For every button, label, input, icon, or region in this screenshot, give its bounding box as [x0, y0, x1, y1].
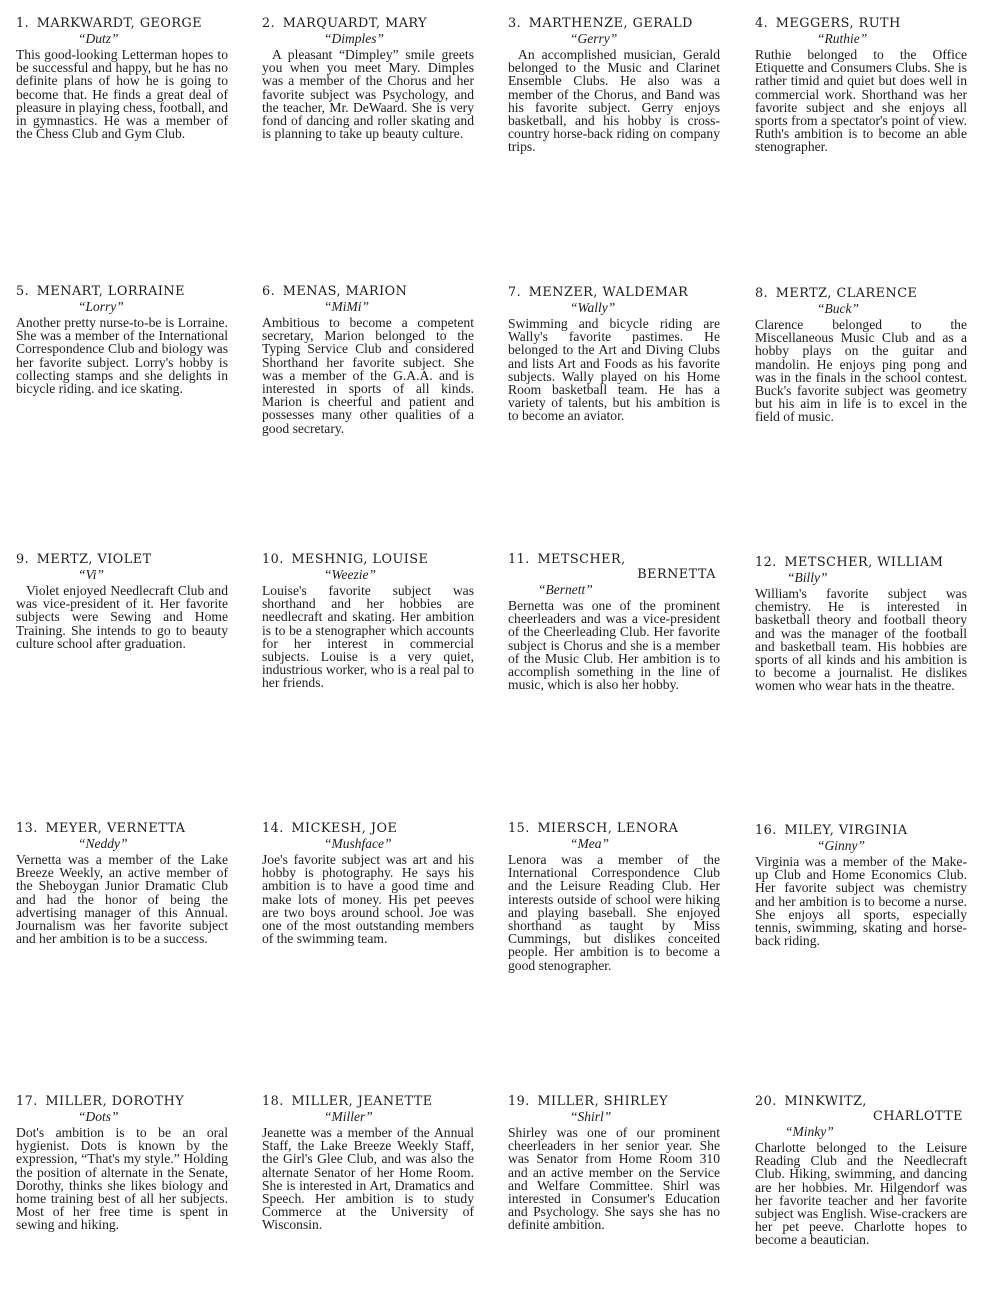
- entry-biography: Swimming and bicycle riding are Wally's favorite pastimes. He belonged to the Art and Diving Clubs and lists Art and Foods as his favorite subjects. Wally played on his Home Room basketball team. He has a variety of talents, but his ambition is to become an aviator.: [508, 316, 720, 424]
- entry-heading: [508, 1094, 720, 1109]
- entry-heading: [755, 16, 967, 31]
- entry-heading: [16, 821, 228, 836]
- entry-biography: Louise's favorite subject was shorthand and her hobbies are needlecraft and skating. Her ambition is to be a stenographer which accounts for her interest in commercial subjects. Louise is a very quiet, industrious worker, who is a real pal to her friends.: [262, 583, 474, 691]
- entry-heading: [755, 823, 967, 838]
- entry-biography: Ruthie belonged to the Office Etiquette and Consumers Clubs. She is rather timid and quiet but does well in commercial work. Shorthand was her favorite subject and she enjoys all sports from a spectator's point of view. Ruth's ambition is to become an able stenographer.: [755, 47, 967, 155]
- senior-entry-14: [262, 821, 474, 945]
- entry-number: 3.: [508, 16, 522, 31]
- entry-name: MERTZ, VIOLET: [36, 552, 152, 567]
- entry-name: METSCHER, WILLIAM: [784, 555, 944, 570]
- entry-number: 6.: [262, 284, 276, 299]
- entry-heading: [508, 821, 720, 836]
- entry-biography: Dot's ambition is to be an oral hygienist. Dots is known by the expression, “That's my style.” Holding the position of alternate in the Senate, Dorothy, thinks she likes biology and home training best of all her subjects. Most of her free time is spent in sewing and hiking.: [16, 1125, 228, 1233]
- entry-biography: William's favorite subject was chemistry. He is interested in basketball theory and football theory and was the manager of the football and basketball team. His hobbies are sports of all kinds and his ambition is to become a journalist. He dislikes women who wear hats in the theatre.: [755, 586, 967, 694]
- senior-entry-17: [16, 1094, 228, 1232]
- entry-name: MARQUARDT, MARY: [282, 16, 428, 31]
- entry-biography: Bernetta was one of the prominent cheerleaders and was a vice-president of the Cheerleading Club. Her favorite subject is Chorus and she is a member of the Music Club. Her ambition is to accomplish something in the line of music, which is also her hobby.: [508, 598, 720, 693]
- senior-entry-20: [755, 1094, 967, 1247]
- entry-biography: Ambitious to become a competent secretary, Marion belonged to the Typing Service Club and considered Shorthand her favorite subject. She was a member of the G.A.A. and is interested in sports of all kinds. Marion is cheerful and patient and possesses many other qualities of a good secretary.: [262, 315, 474, 436]
- entry-name: MEGGERS, RUTH: [775, 16, 901, 31]
- entry-nickname: “Neddy”: [78, 836, 128, 851]
- entry-nickname: “Buck”: [817, 301, 859, 316]
- entry-number: 20.: [755, 1094, 777, 1109]
- entry-name-continued: CHARLOTTE: [873, 1109, 963, 1124]
- entry-name: MILLER, DOROTHY: [45, 1094, 185, 1109]
- senior-entry-1: [16, 16, 228, 140]
- entry-heading: [508, 16, 720, 31]
- senior-entry-9: [16, 552, 228, 650]
- entry-name: MENART, LORRAINE: [36, 284, 185, 299]
- senior-entry-11: [508, 552, 720, 691]
- entry-name: MESHNIG, LOUISE: [291, 552, 429, 567]
- entry-number: 9.: [16, 552, 30, 567]
- entry-heading: [755, 555, 967, 570]
- senior-entry-2: [262, 16, 474, 140]
- senior-entry-15: [508, 821, 720, 972]
- senior-entry-8: [755, 286, 967, 424]
- senior-entry-13: [16, 821, 228, 945]
- entry-name: METSCHER,: [537, 552, 626, 567]
- senior-entry-10: [262, 552, 474, 690]
- entry-number: 19.: [508, 1094, 530, 1109]
- entry-nickname: “Lorry”: [78, 299, 124, 314]
- entry-nickname: “Dots”: [78, 1109, 119, 1124]
- entry-biography: Vernetta was a member of the Lake Breeze Weekly, an active member of the Sheboygan Junior Dramatic Club and had the honor of being the advertising manager of this Annual. Journalism was her favorite subject and her ambition is to be a success.: [16, 852, 228, 947]
- entry-name: MEYER, VERNETTA: [45, 821, 186, 836]
- entry-number: 16.: [755, 823, 777, 838]
- entry-name: MINKWITZ,: [784, 1094, 867, 1109]
- entry-name: MIERSCH, LENORA: [537, 821, 679, 836]
- entry-name: MILLER, JEANETTE: [291, 1094, 433, 1109]
- entry-nickname: “Gerry”: [570, 31, 618, 46]
- senior-entry-18: [262, 1094, 474, 1232]
- entry-number: 11.: [508, 552, 530, 567]
- entry-heading: [755, 286, 967, 301]
- entry-heading: [16, 552, 228, 567]
- entry-nickname: “Billy”: [787, 570, 828, 585]
- entry-biography: This good-looking Letterman hopes to be successful and happy, but he has no definite plans of how he is going to become that. He finds a great deal of pleasure in playing chess, football, and in gymnastics. He was a member of the Chess Club and Gym Club.: [16, 47, 228, 142]
- entry-name: MENAS, MARION: [282, 284, 408, 299]
- entry-biography: Violet enjoyed Needlecraft Club and was vice-president of it. Her favorite subjects were Sewing and Home Training. She intends to go to beauty culture school after graduation.: [16, 583, 228, 651]
- senior-entry-4: [755, 16, 967, 154]
- entry-number: 15.: [508, 821, 530, 836]
- entry-nickname: “Ginny”: [817, 838, 866, 853]
- entry-number: 13.: [16, 821, 38, 836]
- entry-number: 14.: [262, 821, 284, 836]
- entry-nickname: “MiMi”: [324, 299, 370, 314]
- entry-number: 2.: [262, 16, 276, 31]
- senior-entry-19: [508, 1094, 720, 1232]
- entry-number: 8.: [755, 286, 769, 301]
- entry-name-continued: BERNETTA: [637, 567, 716, 582]
- entry-nickname: “Wally”: [570, 300, 616, 315]
- entry-name: MILLER, SHIRLEY: [537, 1094, 669, 1109]
- entry-number: 5.: [16, 284, 30, 299]
- entry-name: MENZER, WALDEMAR: [528, 285, 689, 300]
- entry-nickname: “Ruthie”: [817, 31, 868, 46]
- entry-heading: [508, 285, 720, 300]
- entry-heading: [262, 284, 474, 299]
- entry-biography: Shirley was one of our prominent cheerleaders in her senior year. She was Senator from Home Room 310 and an active member on the Service and Welfare Committee. Shirl was interested in Consumer's Education and Psychology. She says she has no definite ambition.: [508, 1125, 720, 1233]
- entry-nickname: “Miller”: [324, 1109, 373, 1124]
- senior-entry-5: [16, 284, 228, 395]
- senior-entry-3: [508, 16, 720, 154]
- senior-entry-7: [508, 285, 720, 423]
- senior-entry-6: [262, 284, 474, 435]
- entry-number: 18.: [262, 1094, 284, 1109]
- entry-nickname: “Vi”: [78, 567, 105, 582]
- entry-name: MILEY, VIRGINIA: [784, 823, 908, 838]
- entry-biography: Another pretty nurse-to-be is Lorraine. She was a member of the International Correspondence Club and biology was her favorite subject. Lorry's hobby is collecting stamps and she delights in bicycle riding. and ice skating.: [16, 315, 228, 397]
- entry-name: MICKESH, JOE: [291, 821, 398, 836]
- entry-biography: A pleasant “Dimpley” smile greets you when you meet Mary. Dimples was a member of the Chorus and her favorite subject was Psychology, and the teacher, Mr. DeWaard. She is very fond of dancing and roller skating and is planning to take up beauty culture.: [262, 47, 474, 142]
- entry-biography: Jeanette was a member of the Annual Staff, the Lake Breeze Weekly Staff, the Girl's Glee Club, and was also the alternate Senator of her Home Room. She is interested in Art, Dramatics and Speech. Her ambition is to study Commerce at the University of Wisconsin.: [262, 1125, 474, 1233]
- entry-biography: Virginia was a member of the Make-up Club and Home Economics Club. Her favorite subject was chemistry and her ambition is to become a nurse. She enjoys all sports, especially tennis, swimming, skating and horse-back riding.: [755, 854, 967, 949]
- entry-name: MARKWARDT, GEORGE: [36, 16, 203, 31]
- entry-nickname: “Weezie”: [324, 567, 377, 582]
- entry-heading: [16, 284, 228, 299]
- entry-heading: [508, 552, 720, 567]
- entry-heading: [16, 1094, 228, 1109]
- entry-heading: [262, 1094, 474, 1109]
- entry-nickname: “Dutz”: [78, 31, 119, 46]
- entry-nickname: “Bernett”: [538, 582, 593, 597]
- entry-number: 1.: [16, 16, 30, 31]
- entry-heading: [16, 16, 228, 31]
- entry-number: 17.: [16, 1094, 38, 1109]
- entry-nickname: “Dimples”: [324, 31, 385, 46]
- entry-number: 7.: [508, 285, 522, 300]
- entry-name: MARTHENZE, GERALD: [528, 16, 693, 31]
- senior-entry-12: [755, 555, 967, 693]
- entry-heading: [262, 16, 474, 31]
- entry-nickname: “Minky”: [785, 1124, 834, 1139]
- entry-heading: [262, 552, 474, 567]
- entry-heading: [755, 1094, 967, 1109]
- entry-nickname: “Shirl”: [570, 1109, 612, 1124]
- entry-biography: Charlotte belonged to the Leisure Reading Club and the Needlecraft Club. Hiking, swimming, and dancing are her hobbies. Mr. Hilgendorf was her favorite teacher and her favorite subject was English. Wise-crackers are her pet peeve. Charlotte hopes to become a beautician.: [755, 1140, 967, 1248]
- entry-number: 10.: [262, 552, 284, 567]
- entry-biography: Lenora was a member of the International Correspondence Club and the Leisure Reading Club. Her interests outside of school were hiking and playing baseball. She enjoyed shorthand as taught by Miss Cummings, but dislikes conceited people. Her ambition is to become a good stenographer.: [508, 852, 720, 973]
- entry-heading: [262, 821, 474, 836]
- entry-biography: Joe's favorite subject was art and his hobby is photography. He says his ambition is to have a good time and make lots of money. His pet peeves are two boys around school. Joe was one of the most outstanding members of the swimming team.: [262, 852, 474, 947]
- senior-entry-16: [755, 823, 967, 947]
- entry-number: 12.: [755, 555, 777, 570]
- entry-nickname: “Mea”: [570, 836, 610, 851]
- entry-biography: Clarence belonged to the Miscellaneous Music Club and as a hobby plays on the guitar and mandolin. He enjoys ping pong and was in the finals in the school contest. Buck's favorite subject was geometry but his aim in life is to excel in the field of music.: [755, 317, 967, 425]
- entry-nickname: “Mushface”: [324, 836, 392, 851]
- entry-biography: An accomplished musician, Gerald belonged to the Music and Clarinet Ensemble Clubs. He also was a member of the Chorus, and Band was his favorite subject. Gerry enjoys basketball, and his hobby is cross-country horse-back riding on company trips.: [508, 47, 720, 155]
- entry-name: MERTZ, CLARENCE: [775, 286, 918, 301]
- entry-number: 4.: [755, 16, 769, 31]
